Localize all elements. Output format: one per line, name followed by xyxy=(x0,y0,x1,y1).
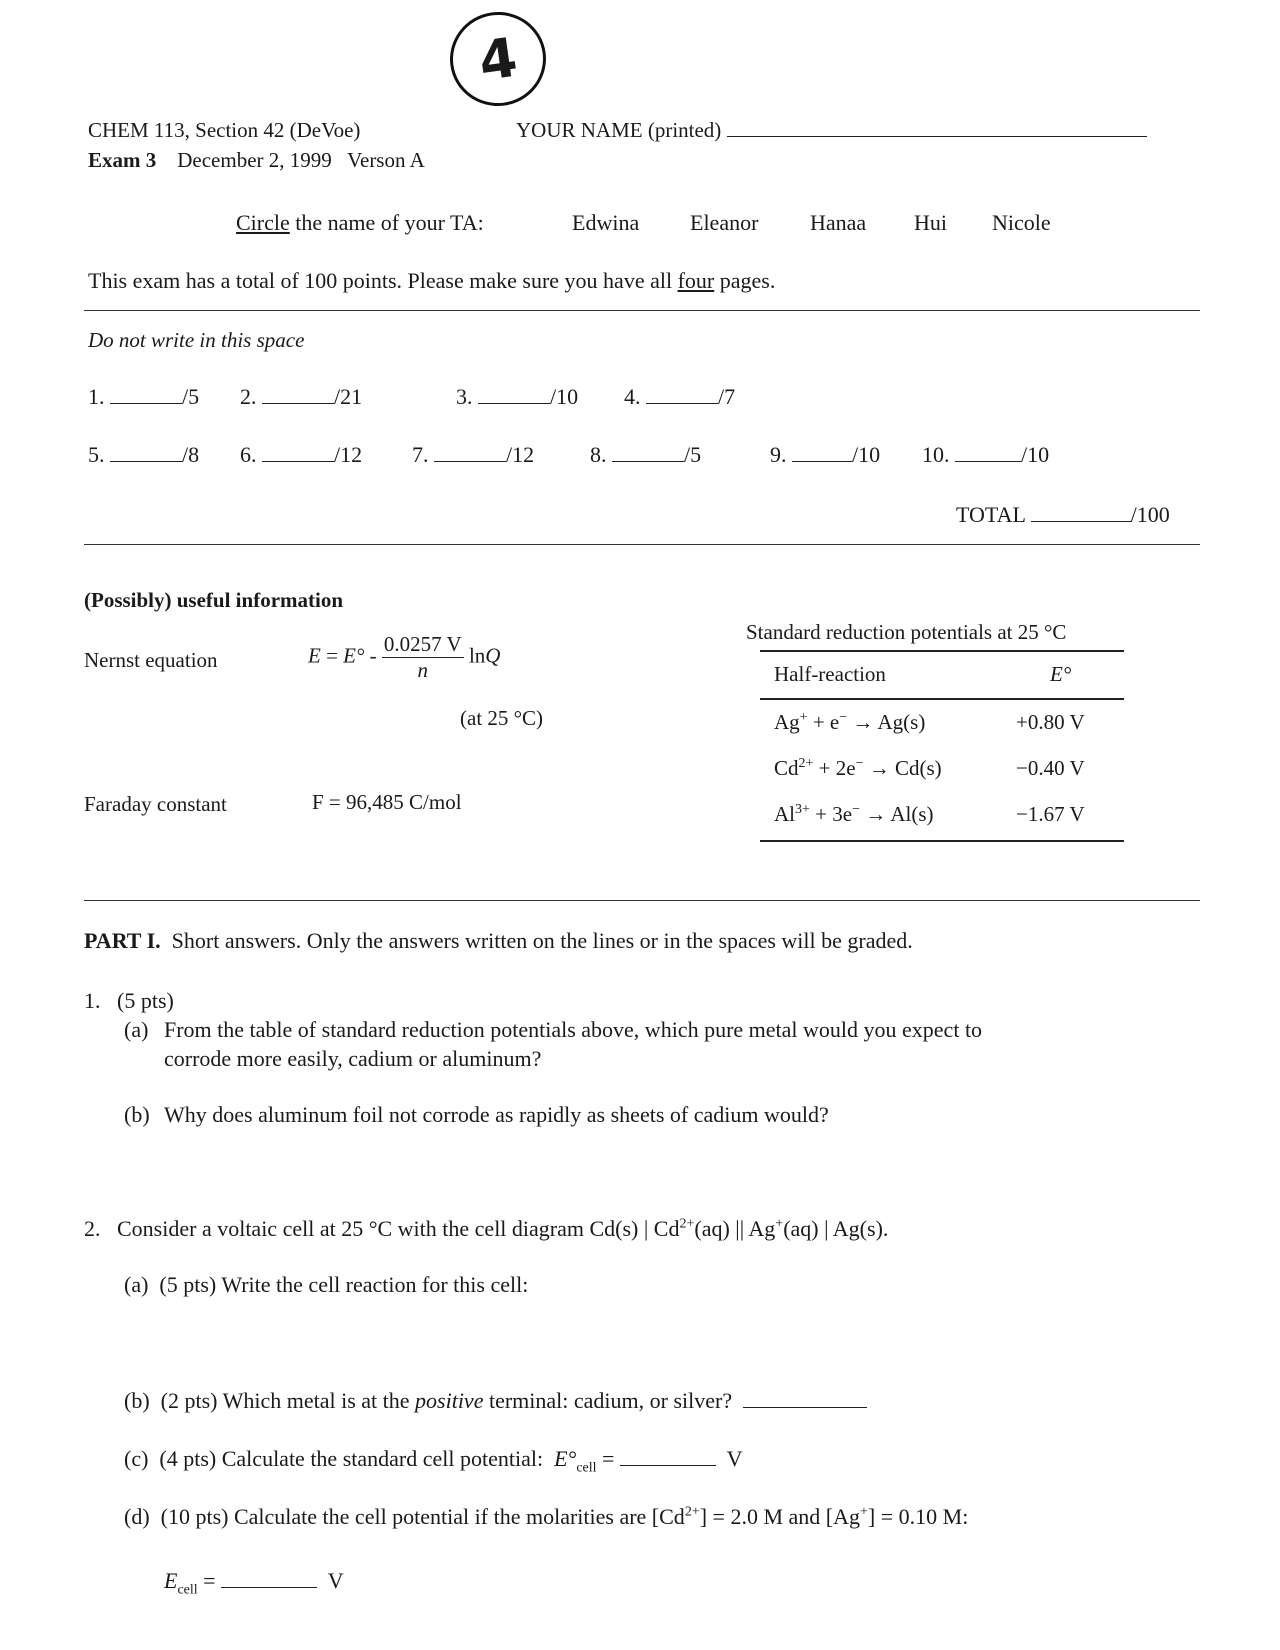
q1a-label: (a) xyxy=(124,1017,149,1042)
reaction-charge: 2+ xyxy=(798,756,814,771)
score-blank[interactable] xyxy=(646,385,718,404)
potentials-row-reaction xyxy=(774,756,942,781)
reaction-product: → Cd(s) xyxy=(863,756,942,780)
reaction-product: → Ag(s) xyxy=(847,710,926,734)
potentials-row-value: −0.40 V xyxy=(1016,756,1085,780)
score-num: 7. xyxy=(412,442,429,467)
score-max: /21 xyxy=(334,384,363,409)
score-max: /10 xyxy=(852,442,881,467)
score-blank[interactable] xyxy=(110,385,182,404)
score-item xyxy=(88,442,199,468)
q2-cd-charge: 2+ xyxy=(679,1216,695,1232)
score-num: 10. xyxy=(922,442,950,467)
score-blank[interactable] xyxy=(478,385,550,404)
q2-intro: Consider a voltaic cell at 25 °C with the cell diagram Cd(s) | Cd xyxy=(117,1216,680,1241)
q2d-cd-charge: 2+ xyxy=(684,1504,700,1520)
score-max: /5 xyxy=(182,384,200,409)
q2b-label: (b) xyxy=(124,1388,150,1413)
q2b xyxy=(124,1388,867,1414)
score-blank[interactable] xyxy=(792,443,852,462)
course-title: CHEM 113, Section 42 (DeVoe) xyxy=(88,118,361,142)
reaction-product: → Al(s) xyxy=(859,802,934,826)
score-num: 6. xyxy=(240,442,257,467)
exam-version: Verson A xyxy=(347,148,425,172)
score-max: /10 xyxy=(550,384,579,409)
q2a-label: (a) xyxy=(124,1272,149,1297)
nernst-note: (at 25 °C) xyxy=(460,706,544,730)
exam-info-text: This exam has a total of 100 points. Please make sure you have all xyxy=(88,268,673,293)
q2d-sub: cell xyxy=(177,1582,198,1598)
nernst-e0: E° xyxy=(343,643,365,668)
q1-num: 1. xyxy=(84,988,101,1013)
reaction-electron: − xyxy=(839,710,848,725)
reaction-electron: − xyxy=(855,756,864,771)
score-item xyxy=(624,384,735,410)
score-blank[interactable] xyxy=(434,443,506,462)
q2a-text: (5 pts) Write the cell reaction for this cell: xyxy=(159,1272,529,1297)
score-blank[interactable] xyxy=(262,385,334,404)
q2a xyxy=(124,1272,528,1298)
part1-label: PART I. xyxy=(84,928,161,953)
nernst-numerator: 0.0257 V xyxy=(383,632,462,656)
score-num: 2. xyxy=(240,384,257,409)
q2d-text1: (10 pts) Calculate the cell potential if the molarities are [Cd xyxy=(160,1504,685,1529)
reaction-charge: + xyxy=(799,710,808,725)
potentials-title: Standard reduction potentials at 25 °C xyxy=(746,620,1067,644)
divider xyxy=(84,310,1200,311)
info-heading: (Possibly) useful information xyxy=(84,588,344,612)
q2c-answer-blank[interactable] xyxy=(620,1447,716,1466)
faraday-label: Faraday constant xyxy=(84,792,227,816)
potentials-row-reaction xyxy=(774,710,925,735)
q1a-line1: From the table of standard reduction potentials above, which pure metal would you expect to xyxy=(164,1017,983,1042)
score-blank[interactable] xyxy=(955,443,1021,462)
q1-header xyxy=(84,988,174,1014)
page-number-circle: 4 xyxy=(444,6,552,112)
nernst-lhs: E xyxy=(308,643,321,668)
grading-heading: Do not write in this space xyxy=(88,328,305,352)
q2b-italic: positive xyxy=(415,1388,484,1413)
table-top-rule xyxy=(760,650,1124,652)
q2-end: (aq) | Ag(s). xyxy=(783,1216,889,1241)
score-num: 8. xyxy=(590,442,607,467)
score-item xyxy=(590,442,701,468)
score-max: /5 xyxy=(684,442,702,467)
q2-header xyxy=(84,1216,888,1242)
q2-num: 2. xyxy=(84,1216,101,1241)
score-item xyxy=(240,442,362,468)
exam-line xyxy=(88,148,425,173)
score-total-label: TOTAL xyxy=(956,502,1026,527)
name-field[interactable] xyxy=(727,118,1147,137)
nernst-label: Nernst equation xyxy=(84,648,218,672)
nernst-q: Q xyxy=(485,643,501,668)
part1-instructions: Short answers. Only the answers written on the lines or in the spaces will be graded. xyxy=(171,928,913,953)
q2-mid: (aq) || Ag xyxy=(694,1216,776,1241)
q2b-answer-blank[interactable] xyxy=(743,1389,867,1408)
nernst-ln: ln xyxy=(468,643,486,668)
exam-info-end: pages. xyxy=(719,268,776,293)
reaction-electron: − xyxy=(852,802,860,817)
q2-ag-charge: + xyxy=(775,1216,784,1232)
score-max: /10 xyxy=(1021,442,1050,467)
ta-prompt xyxy=(236,210,484,236)
score-num: 9. xyxy=(770,442,787,467)
reaction-ion: Cd xyxy=(774,756,799,780)
score-max: /12 xyxy=(334,442,363,467)
potentials-col-half: Half-reaction xyxy=(774,662,886,686)
nernst-eq: = xyxy=(326,643,338,668)
score-max: /7 xyxy=(718,384,736,409)
q1b-label: (b) xyxy=(124,1102,150,1127)
ta-option[interactable]: Eleanor xyxy=(690,210,759,235)
exam-date: December 2, 1999 xyxy=(177,148,332,172)
q2d-answer-blank[interactable] xyxy=(221,1569,317,1588)
ta-prompt-rest: the name of your TA: xyxy=(295,210,484,235)
score-num: 5. xyxy=(88,442,105,467)
score-blank[interactable] xyxy=(110,443,182,462)
score-max: /8 xyxy=(182,442,200,467)
divider xyxy=(84,900,1200,901)
ta-option[interactable]: Hanaa xyxy=(810,210,867,235)
score-item xyxy=(240,384,362,410)
q2d-label: (d) xyxy=(124,1504,150,1529)
ta-option[interactable]: Nicole xyxy=(992,210,1051,235)
score-num: 1. xyxy=(88,384,105,409)
q2d-unit: V xyxy=(327,1568,344,1593)
nernst-denominator: n xyxy=(417,658,429,682)
q2c-eq: = xyxy=(602,1446,615,1471)
q2b-text2: terminal: cadium, or silver? xyxy=(488,1388,733,1413)
q1a-line2: corrode more easily, cadium or aluminum? xyxy=(164,1046,542,1071)
potentials-col-e: E° xyxy=(1050,662,1072,686)
nernst-equation xyxy=(308,632,500,683)
q2c-sub: cell xyxy=(576,1460,597,1476)
ta-circle-word: Circle xyxy=(236,210,290,235)
q2c-unit: V xyxy=(726,1446,743,1471)
reaction-charge: 3+ xyxy=(795,802,810,817)
faraday-value: F = 96,485 C/mol xyxy=(312,790,462,814)
score-item xyxy=(88,384,199,410)
ta-option[interactable]: Hui xyxy=(914,210,947,235)
q2d-answer xyxy=(164,1568,344,1598)
potentials-row-value: +0.80 V xyxy=(1016,710,1085,734)
score-total-max: /100 xyxy=(1130,502,1170,527)
score-item xyxy=(456,384,578,410)
score-total xyxy=(956,502,1170,528)
q2d-ag-charge: + xyxy=(860,1504,868,1520)
reaction-rest: + e xyxy=(807,710,840,734)
q2d-text3: ] = 0.10 M: xyxy=(867,1504,969,1529)
part1-header xyxy=(84,928,913,954)
q2c-symbol: E° xyxy=(554,1446,577,1471)
q1b-text: Why does aluminum foil not corrode as rapidly as sheets of cadium would? xyxy=(164,1102,829,1127)
exam-label: Exam 3 xyxy=(88,148,157,172)
score-item xyxy=(412,442,534,468)
reaction-rest: + 2e xyxy=(813,756,856,780)
q1-pts: (5 pts) xyxy=(117,988,174,1013)
score-max: /12 xyxy=(506,442,535,467)
score-num: 4. xyxy=(624,384,641,409)
q2d xyxy=(124,1504,968,1530)
name-label xyxy=(516,118,1147,143)
nernst-minus: - xyxy=(369,643,377,668)
divider xyxy=(84,544,1200,545)
q2d-symbol: E xyxy=(164,1568,178,1593)
table-bottom-rule xyxy=(760,840,1124,842)
exam-info-pages: four xyxy=(677,268,715,293)
reaction-ion: Al xyxy=(774,802,795,826)
score-blank[interactable] xyxy=(612,443,684,462)
q2b-text1: (2 pts) Which metal is at the xyxy=(160,1388,410,1413)
potentials-row-value: −1.67 V xyxy=(1016,802,1085,826)
q2c xyxy=(124,1446,742,1476)
score-blank[interactable] xyxy=(262,443,334,462)
reaction-ion: Ag xyxy=(774,710,800,734)
q2c-label: (c) xyxy=(124,1446,149,1471)
q2d-text2: ] = 2.0 M and [Ag xyxy=(699,1504,860,1529)
score-total-blank[interactable] xyxy=(1031,503,1131,522)
potentials-row-reaction xyxy=(774,802,933,827)
nernst-fraction xyxy=(382,632,464,683)
score-num: 3. xyxy=(456,384,473,409)
ta-option[interactable]: Edwina xyxy=(572,210,640,235)
q2c-text: (4 pts) Calculate the standard cell potential: xyxy=(159,1446,544,1471)
exam-info xyxy=(88,268,775,294)
name-label-text: YOUR NAME (printed) xyxy=(516,118,722,142)
score-item xyxy=(770,442,880,468)
score-item xyxy=(922,442,1049,468)
table-header-rule xyxy=(760,698,1124,700)
q2d-eq: = xyxy=(203,1568,216,1593)
reaction-rest: + 3e xyxy=(809,802,853,826)
